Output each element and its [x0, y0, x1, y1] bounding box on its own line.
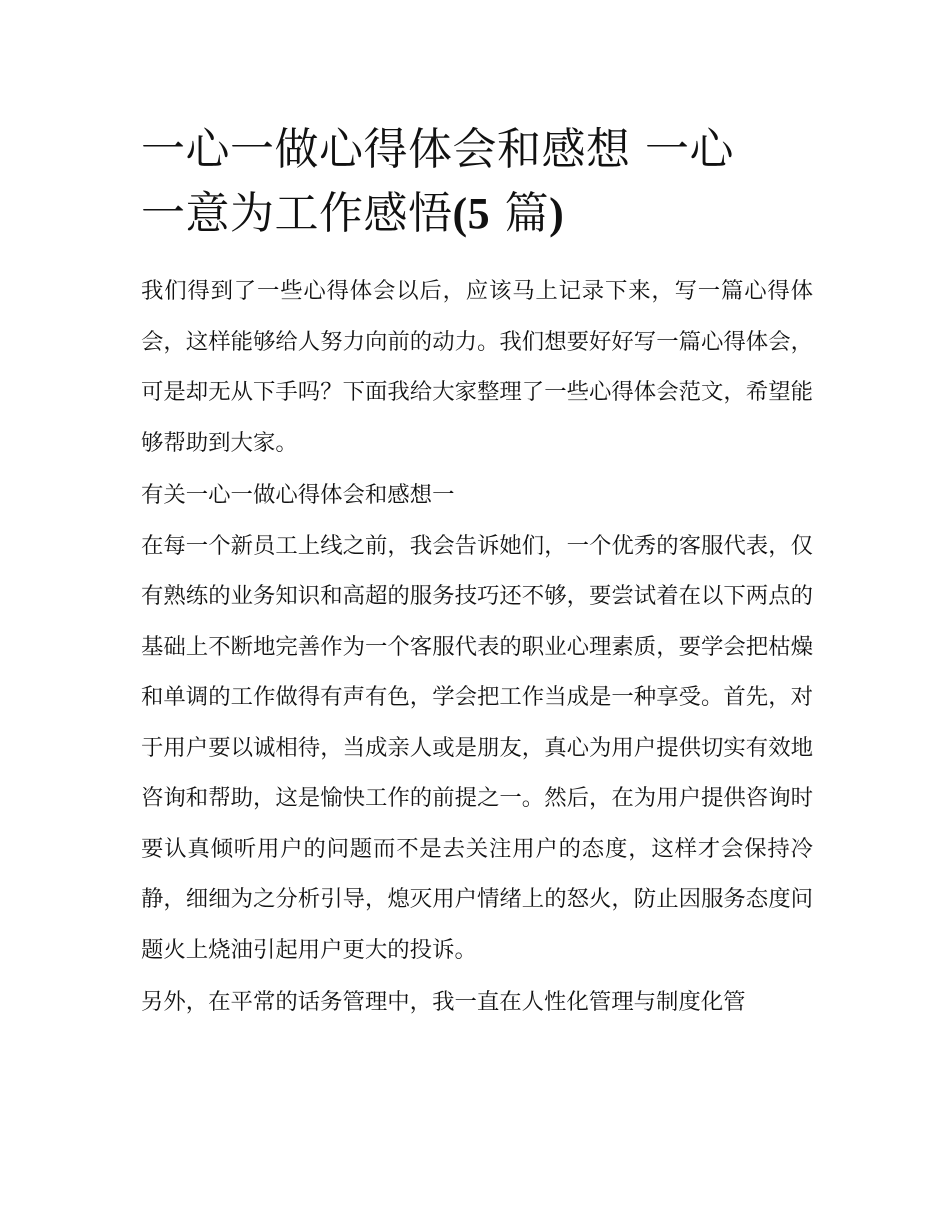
- title-line-2: [141, 182, 813, 246]
- document-title: [141, 118, 813, 246]
- title-line-2-text: 一意为工作感悟: [141, 188, 453, 239]
- document-page: [141, 118, 813, 1028]
- intro-paragraph: 我们得到了一些心得体会以后，应该马上记录下来，写一篇心得体会，这样能够给人努力向前的动力。我们想要好好写一篇心得体会，可是却无从下手吗？下面我给大家整理了一些心得体会范文，希望能够帮助到大家。: [141, 278, 813, 456]
- title-line-2-paren-open: (5: [452, 189, 491, 238]
- title-line-2-pian: 篇: [490, 188, 550, 239]
- title-line-1: 一心一做心得体会和感想 一心: [141, 124, 734, 175]
- section-heading: 有关一心一做心得体会和感想一: [141, 482, 455, 508]
- body-paragraph-2: 另外，在平常的话务管理中，我一直在人性化管理与制度化管: [141, 989, 746, 1015]
- title-line-2-paren-close: ): [549, 189, 565, 238]
- body-paragraph-1: 在每一个新员工上线之前，我会告诉她们，一个优秀的客服代表，仅有熟练的业务知识和高超的服务技巧还不够，要尝试着在以下两点的基础上不断地完善作为一个客服代表的职业心理素质，要学会把枯燥和单调的工作做得有声有色，学会把工作当成是一种享受。首先，对于用户要以诚相待，当成亲人或是朋友，真心为用户提供切实有效地咨询和帮助，这是愉快工作的前提之一。然后，在为用户提供咨询时要认真倾听用户的问题而不是去关注用户的态度，这样才会保持冷静，细细为之分析引导，熄灭用户情绪上的怒火，防止因服务态度问题火上烧油引起用户更大的投诉。: [141, 532, 813, 963]
